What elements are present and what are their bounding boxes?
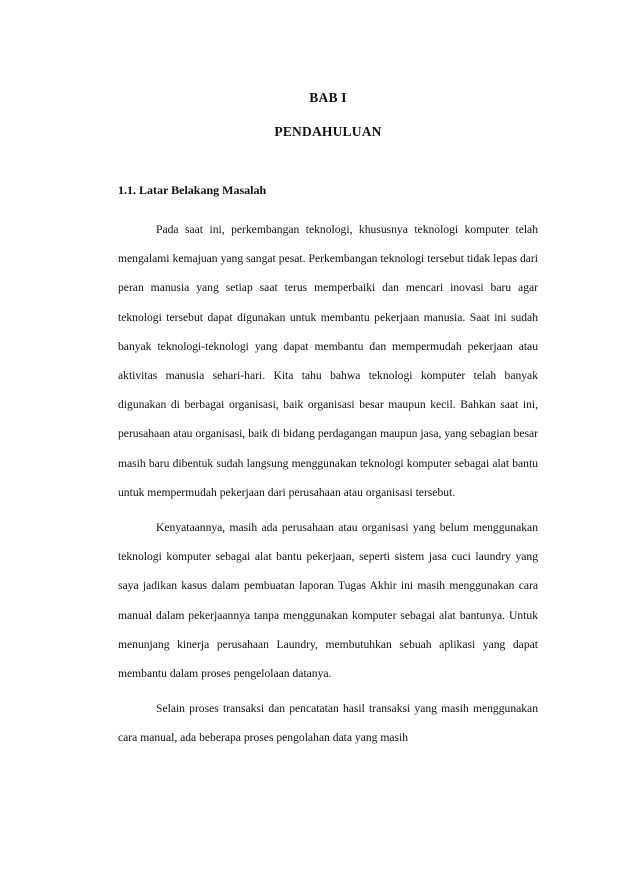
body-text	[118, 215, 538, 753]
paragraph: Pada saat ini, perkembangan teknologi, khususnya teknologi komputer telah mengalami kemajuan yang sangat pesat. Perkembangan teknologi tersebut tidak lepas dari peran manusia yang setiap saat terus memperbaiki dan mencari inovasi baru agar teknologi tersebut dapat digunakan untuk membantu pekerjaan manusia. Saat ini sudah banyak teknologi-teknologi yang dapat membantu dan mempermudah pekerjaan atau aktivitas manusia sehari-hari. Kita tahu bahwa teknologi komputer telah banyak digunakan di berbagai organisasi, baik organisasi besar maupun kecil. Bahkan saat ini, perusahaan atau organisasi, baik di bidang perdagangan maupun jasa, yang sebagian besar masih baru dibentuk sudah langsung menggunakan teknologi komputer sebagai alat bantu untuk mempermudah pekerjaan dari perusahaan atau organisasi tersebut.	[118, 223, 538, 499]
paragraph: Selain proses transaksi dan pencatatan hasil transaksi yang masih menggunakan cara manual, ada beberapa proses pengolahan data yang masih	[118, 702, 538, 745]
chapter-title: PENDAHULUAN	[274, 124, 382, 139]
section-heading: 1.1. Latar Belakang Masalah	[118, 183, 267, 197]
chapter-number: BAB I	[309, 90, 347, 105]
paragraph: Kenyataannya, masih ada perusahaan atau organisasi yang belum menggunakan teknologi komputer sebagai alat bantu pekerjaan, seperti sistem jasa cuci laundry yang saya jadikan kasus dalam pembuatan laporan Tugas Akhir ini masih menggunakan cara manual dalam pekerjaannya tanpa menggunakan komputer sebagai alat bantunya. Untuk menunjang kinerja perusahaan Laundry, membutuhkan sebuah aplikasi yang dapat membantu dalam proses pengelolaan datanya.	[118, 521, 538, 681]
